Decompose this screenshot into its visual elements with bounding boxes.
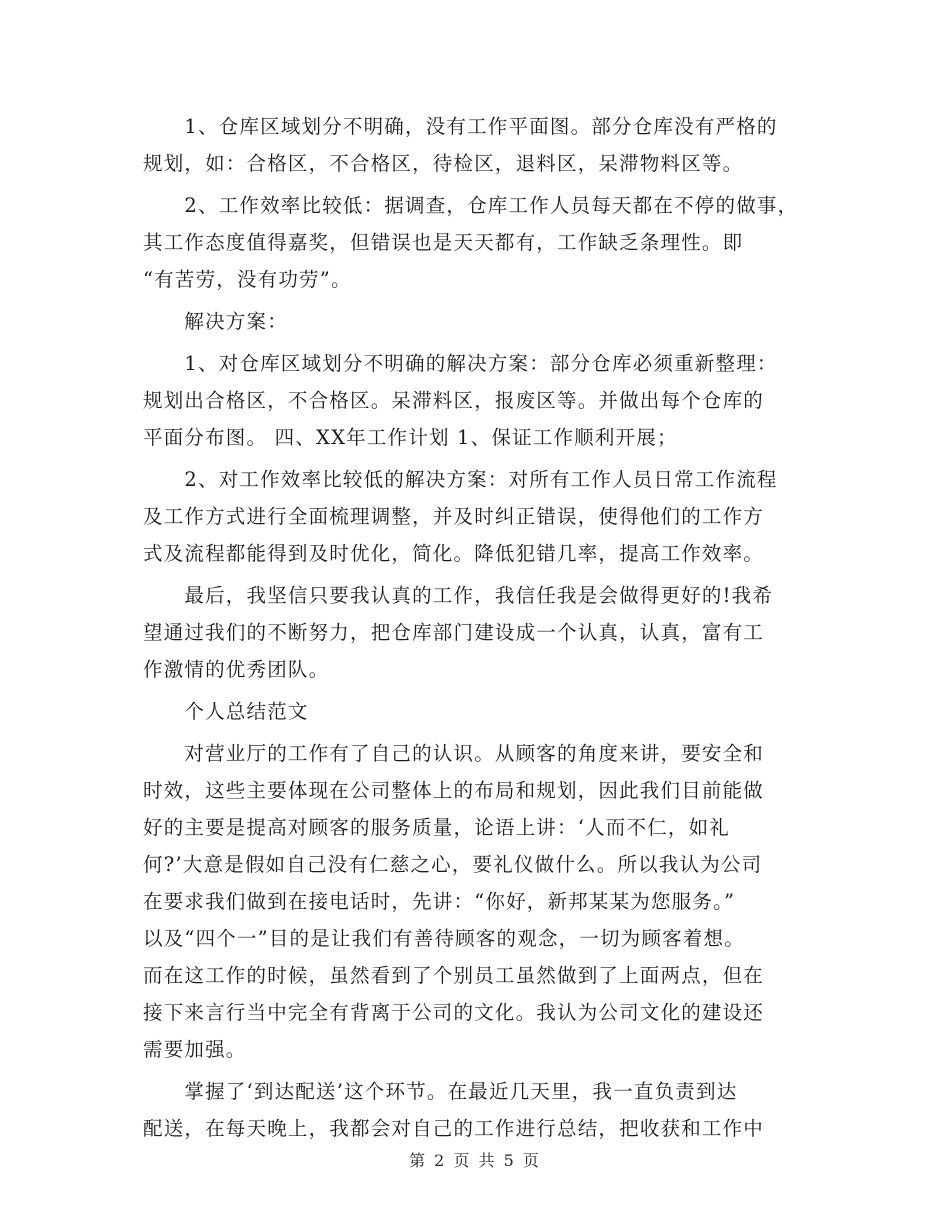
- text-line: 2、对工作效率比较低的解决方案：对所有工作人员日常工作流程: [143, 468, 778, 491]
- text-line: 对营业厅的工作有了自己的认识。从顾客的角度来讲，要安全和: [143, 742, 765, 765]
- text-line: 及工作方式进行全面梳理调整，并及时纠正错误，使得他们的工作方: [143, 505, 765, 528]
- text-line: 掌握了‘到达配送’这个环节。在最近几天里，我一直负责到达: [143, 1080, 738, 1103]
- text-line: 配送，在每天晚上，我都会对自己的工作进行总结，把收获和工作中: [143, 1117, 765, 1140]
- text-line: 何?’大意是假如自己没有仁慈之心，要礼仪做什么。所以我认为公司: [143, 853, 763, 876]
- text-line: 好的主要是提高对顾客的服务质量，论语上讲：‘人而不仁，如礼: [143, 816, 730, 839]
- text-line: 而在这工作的时候，虽然看到了个别员工虽然做到了上面两点，但在: [143, 964, 765, 987]
- text-line: 2、工作效率比较低：据调查，仓库工作人员每天都在不停的做事，: [143, 194, 799, 217]
- text-line: 作激情的优秀团队。: [143, 658, 330, 681]
- document-body: [143, 108, 823, 1147]
- text-line: 望通过我们的不断努力，把仓库部门建设成一个认真，认真，富有工: [143, 621, 765, 644]
- text-line: 其工作态度值得嘉奖，但错误也是天天都有，工作缺乏条理性。即: [143, 231, 744, 254]
- text-line: 以及“四个一”目的是让我们有善待顾客的观念，一切为顾客着想。: [143, 927, 745, 950]
- text-line: 平面分布图。 四、XX年工作计划 1、保证工作顺利开展；: [143, 426, 678, 449]
- page-number-footer: 第 2 页 共 5 页: [409, 1151, 541, 1170]
- section-heading: 解决方案：: [143, 310, 288, 333]
- section-heading: 个人总结范文: [143, 700, 309, 723]
- text-line: 接下来言行当中完全有背离于公司的文化。我认为公司文化的建设还: [143, 1001, 765, 1024]
- text-line: 1、对仓库区域划分不明确的解决方案：部分仓库必须重新整理：: [143, 352, 778, 375]
- text-line: 1、仓库区域划分不明确，没有工作平面图。部分仓库没有严格的: [143, 115, 778, 138]
- text-line: 规划，如：合格区，不合格区，待检区，退料区，呆滞物料区等。: [143, 152, 744, 175]
- text-line: 最后，我坚信只要我认真的工作，我信任我是会做得更好的!我希: [143, 584, 774, 607]
- text-line: 在要求我们做到在接电话时，先讲：“你好，新邦某某为您服务。”: [143, 890, 736, 913]
- text-line: “有苦劳，没有功劳”。: [143, 268, 352, 291]
- text-line: 时效，这些主要体现在公司整体上的布局和规划，因此我们目前能做: [143, 779, 765, 802]
- text-line: 式及流程都能得到及时优化，简化。降低犯错几率，提高工作效率。: [143, 542, 765, 565]
- text-line: 规划出合格区，不合格区。呆滞料区，报废区等。并做出每个仓库的: [143, 389, 765, 412]
- text-line: 需要加强。: [143, 1038, 247, 1061]
